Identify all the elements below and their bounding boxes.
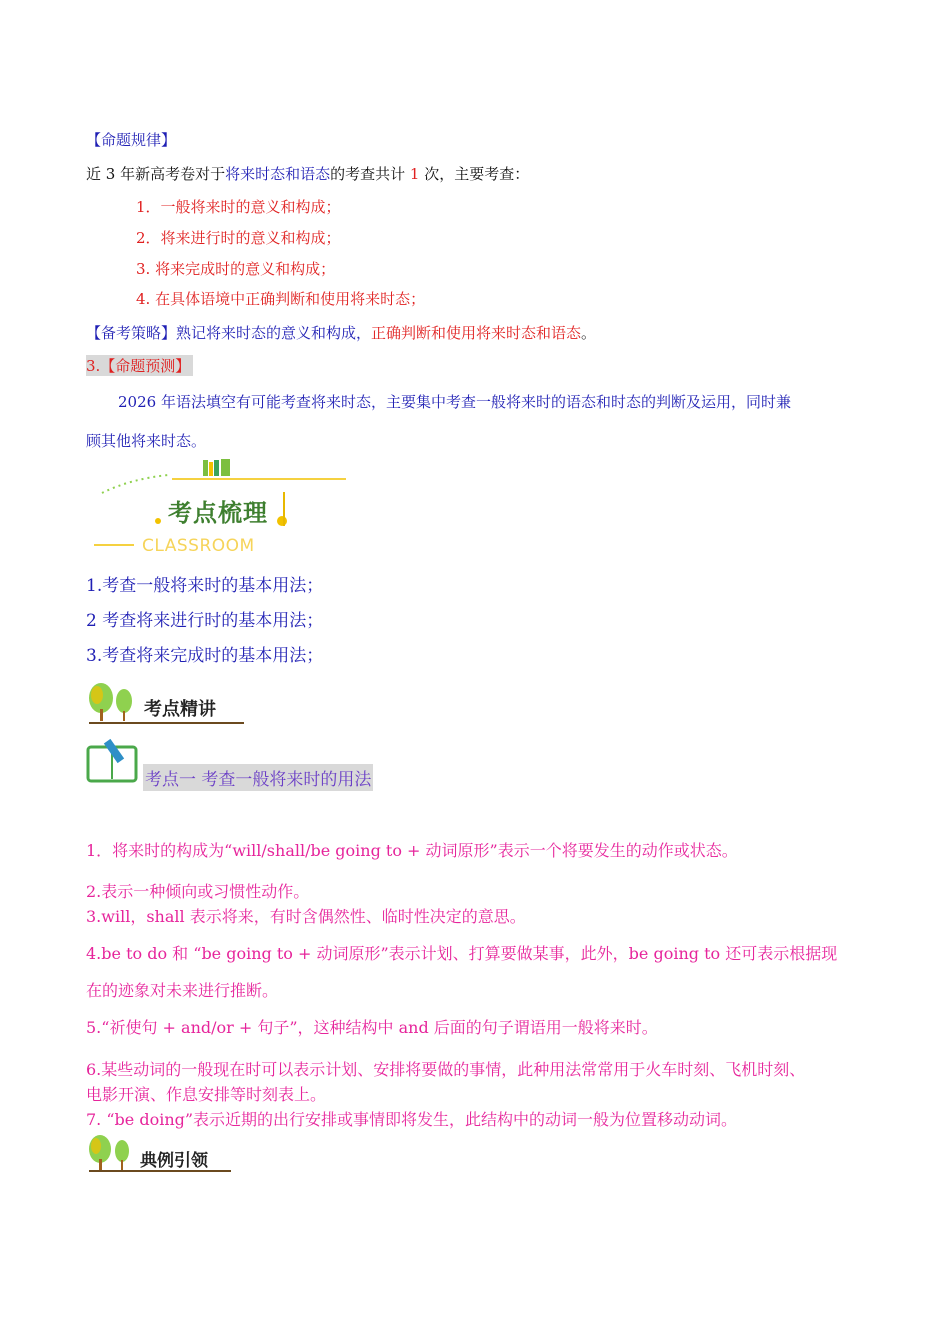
banner-cursor [283,492,285,526]
section-dianli: 典例引领 [140,1151,208,1171]
rules-item: 2．将来进行时的意义和构成； [136,229,341,247]
intro-mid: 的考查共计 [330,165,410,183]
strategy-line [86,322,596,343]
intro-count: 1 [409,165,420,183]
point-item: 在的迹象对未来进行推断。 [86,981,279,1000]
books-icon [203,459,230,476]
section-kaodian1: 考点一 考查一般将来时的用法 [143,764,373,791]
prediction-line1: 2026 年语法填空有可能考查将来时态，主要集中考查一般将来时的语态和时态的判断及运用，同时兼 [118,393,791,411]
rules-intro [86,163,529,184]
strategy-text-c: 。 [581,324,597,342]
intro-prefix: 近 3 年新高考卷对于 [86,165,226,183]
strategy-text-a: 熟记将来时态的意义和构成， [176,324,372,342]
outline-item: 3.考查将来完成时的基本用法； [86,646,324,666]
point-item: 1．将来时的构成为“will/shall/be going to + 动词原形”表示一个将要发生的动作或状态。 [86,841,738,860]
outline-item: 2 考查将来进行时的基本用法； [86,611,324,631]
point-item: 3.will，shall 表示将来，有时含偶然性、临时性决定的意思。 [86,907,526,926]
rules-item: 3. 将来完成时的意义和构成； [136,260,336,278]
rules-heading: 【命题规律】 [86,131,177,149]
point-item: 4.be to do 和 “be going to + 动词原形”表示计划、打算要做某事，此外，be going to 还可表示根据现 [86,944,838,963]
point-item: 7. “be doing”表示近期的出行安排或事情即将发生，此结构中的动词一般为位置移动动词。 [86,1110,738,1129]
dot-icon [155,518,161,524]
banner-title: 考点梳理 [168,499,268,527]
banner-subtitle: CLASSROOM [142,536,255,556]
point-item: 电影开演、作息安排等时刻表上。 [86,1085,327,1104]
prediction-heading: 3.【命题预测】 [86,355,193,376]
intro-suffix: 次，主要考查： [419,165,530,183]
point-item: 2.表示一种倾向或习惯性动作。 [86,882,310,901]
dot-icon [277,516,287,526]
rules-item: 4. 在具体语境中正确判断和使用将来时态； [136,290,426,308]
dotted-arc [102,475,168,493]
strategy-text-b: 正确判断和使用将来时态和语态 [371,324,582,342]
strategy-heading: 【备考策略】 [86,324,177,342]
outline-item: 1.考查一般将来时的基本用法； [86,576,324,596]
point-item: 5.“祈使句 + and/or + 句子”，这种结构中 and 后面的句子谓语用一般将来时。 [86,1018,658,1037]
section-jingjiang: 考点精讲 [144,699,216,720]
notebook-icon [86,737,142,785]
point-item: 6.某些动词的一般现在时可以表示计划、安排将要做的事情，此种用法常常用于火车时刻、飞机时刻、 [86,1060,806,1079]
rules-item: 1．一般将来时的意义和构成； [136,198,341,216]
prediction-line2: 顾其他将来时态。 [86,432,207,450]
intro-topic: 将来时态和语态 [225,165,331,183]
